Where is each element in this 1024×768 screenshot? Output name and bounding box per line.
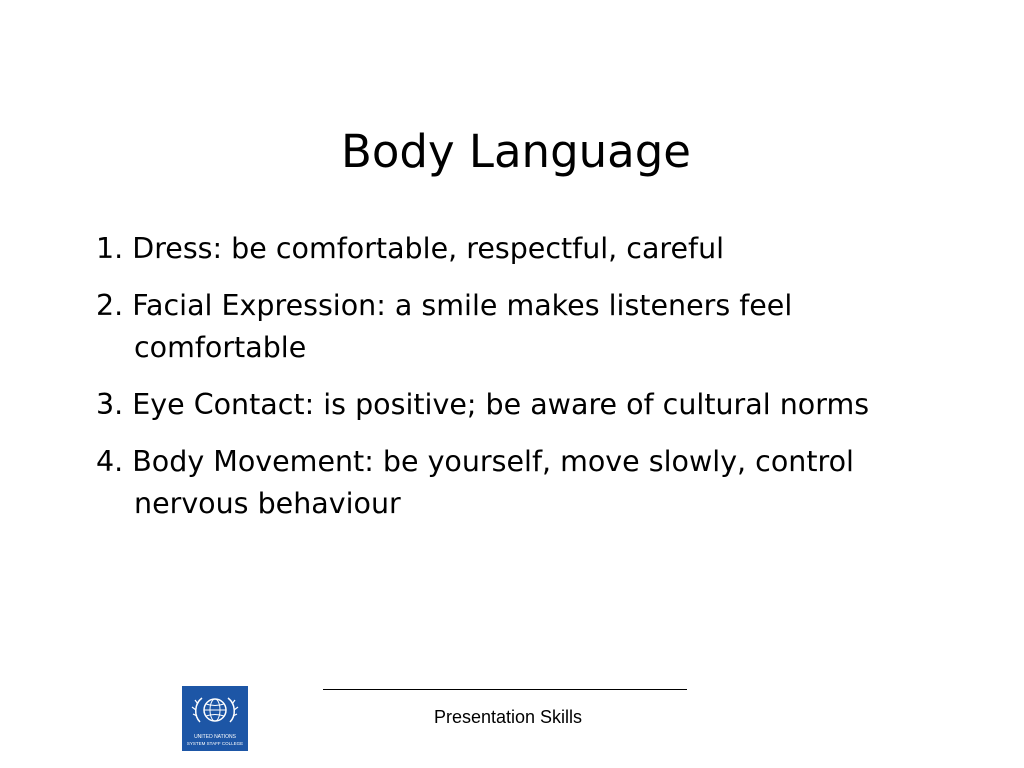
list-item: 4. Body Movement: be yourself, move slowly, control nervous behaviour: [96, 445, 854, 520]
logo-line2: SYSTEM STAFF COLLEGE: [186, 741, 244, 746]
logo-line1: UNITED NATIONS: [194, 734, 236, 740]
slide-title: Body Language: [341, 125, 691, 178]
list-item: 2. Facial Expression: a smile makes listeners feel comfortable: [96, 289, 793, 364]
un-emblem-icon: [182, 686, 248, 751]
bullet-list: [96, 228, 936, 540]
footer-divider: [323, 689, 687, 690]
un-staff-college-logo: [182, 686, 248, 751]
list-item: 3. Eye Contact: is positive; be aware of cultural norms: [96, 388, 870, 421]
footer-label: Presentation Skills: [433, 707, 583, 727]
list-item: 1. Dress: be comfortable, respectful, careful: [96, 232, 725, 265]
